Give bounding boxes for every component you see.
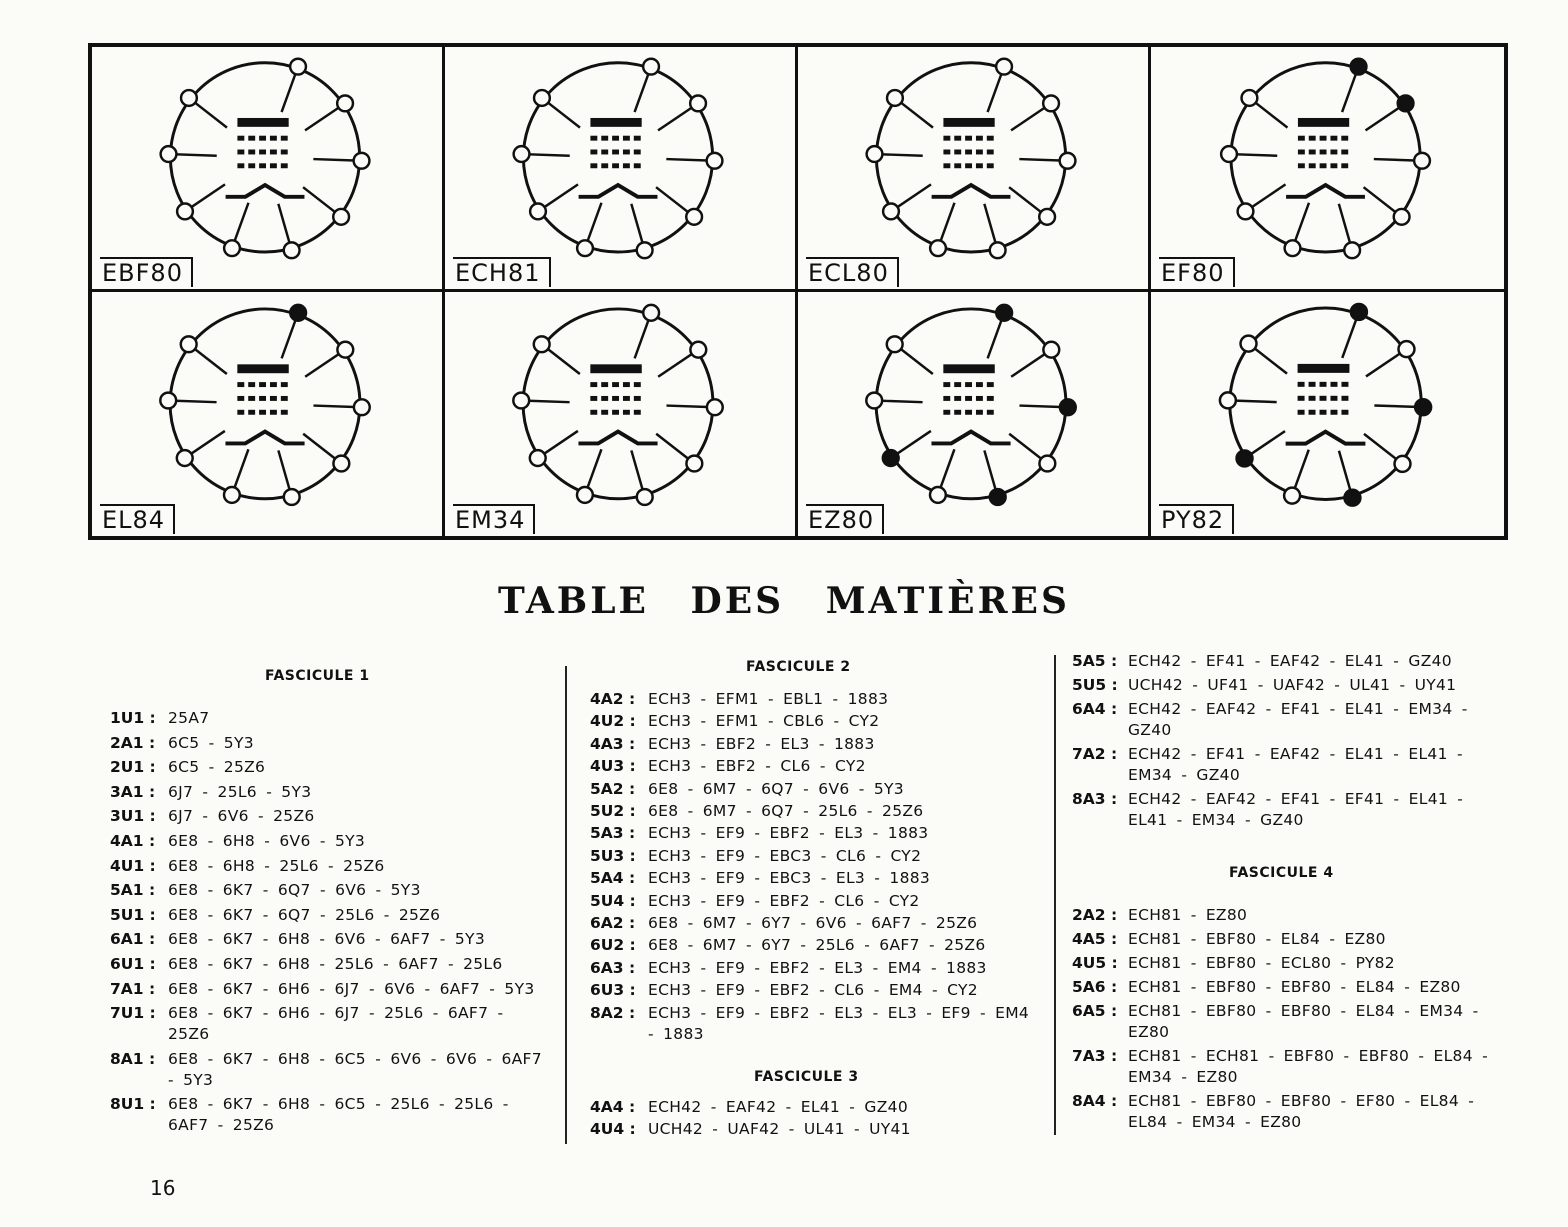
- socket-drawing: [1151, 292, 1504, 537]
- entry-code: 4A2 :: [590, 690, 636, 708]
- entry-code: 5A3 :: [590, 824, 636, 843]
- tube-label: ECL80: [806, 257, 899, 287]
- entry-code: 8A2 :: [590, 1003, 636, 1022]
- toc-entry: [1072, 675, 1506, 696]
- entry-code: 5A1 :: [110, 881, 156, 900]
- toc-entry: [1072, 977, 1506, 998]
- toc-entry: [590, 779, 1030, 800]
- entry-tubes: ECH3 - EF9 - EBF2 - CL6 - CY2: [648, 891, 920, 910]
- entry-tubes: 6E8 - 6K7 - 6H6 - 6J7 - 6V6 - 6AF7 - 5Y3: [168, 979, 535, 998]
- toc-entry: [1072, 905, 1506, 926]
- entry-tubes: ECH81 - EBF80 - ECL80 - PY82: [1128, 954, 1395, 972]
- entry-code: 2A1 :: [110, 733, 156, 752]
- entry-code: 4U3 :: [590, 757, 636, 776]
- entry-code: 6U1 :: [110, 955, 156, 973]
- toc-entry: [590, 980, 1030, 1001]
- fascicule-2-heading: FASCICULE 2: [746, 659, 851, 675]
- entry-tubes: 6E8 - 6K7 - 6Q7 - 25L6 - 25Z6: [168, 905, 441, 924]
- entry-tubes: 6J7 - 25L6 - 5Y3: [168, 782, 312, 801]
- entry-tubes: ECH3 - EFM1 - CBL6 - CY2: [648, 712, 880, 731]
- entry-code: 4U1 :: [110, 856, 156, 875]
- entry-code: 4A4 :: [590, 1098, 636, 1116]
- entry-code: 5U2 :: [590, 802, 636, 820]
- tube-diagram: [445, 292, 798, 537]
- entry-code: 5A5 :: [1072, 652, 1118, 670]
- toc-entry: [590, 1003, 1030, 1045]
- entry-tubes: 6E8 - 6H8 - 25L6 - 25Z6: [168, 856, 385, 875]
- entry-tubes: ECH81 - EBF80 - EBF80 - EL84 - EZ80: [1128, 978, 1461, 996]
- entry-code: 2A2 :: [1072, 906, 1118, 924]
- entry-code: 6A3 :: [590, 958, 636, 977]
- page-number: 16: [150, 1176, 176, 1200]
- entry-code: 6A4 :: [1072, 700, 1118, 718]
- tube-diagram: [798, 47, 1151, 292]
- page-title: TABLE DES MATIÈRES: [498, 580, 1070, 622]
- toc-entry: [110, 954, 546, 975]
- tube-label: EBF80: [100, 257, 193, 287]
- entry-code: 5A4 :: [590, 869, 636, 888]
- entry-tubes: 6E8 - 6K7 - 6H8 - 25L6 - 6AF7 - 25L6: [168, 955, 503, 973]
- entry-tubes: ECH42 - EAF42 - EL41 - GZ40: [648, 1098, 908, 1116]
- tube-diagram: [445, 47, 798, 292]
- entry-code: 5A6 :: [1072, 978, 1118, 996]
- entry-tubes: ECH3 - EF9 - EBF2 - EL3 - 1883: [648, 824, 929, 843]
- entry-tubes: ECH42 - EAF42 - EF41 - EL41 - EM34 - GZ40: [1128, 700, 1468, 739]
- entry-code: 5U1 :: [110, 905, 156, 924]
- toc-entry: [590, 689, 1030, 710]
- toc-entry: [110, 1003, 546, 1045]
- entry-tubes: ECH81 - EZ80: [1128, 906, 1248, 924]
- toc-entry: [1072, 789, 1506, 831]
- entry-code: 1U1 :: [110, 709, 156, 727]
- toc-entry: [590, 1119, 1030, 1140]
- entry-code: 6A2 :: [590, 914, 636, 932]
- entry-tubes: 6E8 - 6K7 - 6H8 - 6V6 - 6AF7 - 5Y3: [168, 930, 485, 949]
- entry-tubes: ECH3 - EF9 - EBC3 - CL6 - CY2: [648, 846, 922, 865]
- toc-entry: [110, 757, 546, 778]
- entry-tubes: ECH3 - EF9 - EBC3 - EL3 - 1883: [648, 869, 931, 888]
- toc-entry: [590, 935, 1030, 956]
- entry-code: 7A2 :: [1072, 745, 1118, 763]
- tube-diagram: [1151, 292, 1504, 537]
- socket-drawing: [445, 47, 795, 289]
- entry-code: 5U4 :: [590, 891, 636, 910]
- entry-code: 4U5 :: [1072, 954, 1118, 972]
- entry-tubes: ECH81 - EBF80 - EBF80 - EL84 - EM34 - EZ80: [1128, 1002, 1479, 1041]
- toc-entry: [1072, 953, 1506, 974]
- socket-drawing: [798, 47, 1148, 289]
- entry-code: 7A1 :: [110, 979, 156, 998]
- fascicule-4-heading: FASCICULE 4: [1229, 865, 1334, 881]
- fascicule-3-heading: FASCICULE 3: [754, 1069, 859, 1085]
- entry-tubes: UCH42 - UF41 - UAF42 - UL41 - UY41: [1128, 676, 1457, 694]
- toc-entry: [1072, 1091, 1506, 1133]
- toc-entry: [110, 806, 546, 827]
- entry-tubes: 6E8 - 6M7 - 6Y7 - 6V6 - 6AF7 - 25Z6: [648, 914, 978, 932]
- column-divider: [1054, 655, 1056, 1135]
- socket-drawing: [1151, 47, 1504, 289]
- toc-entry: [590, 913, 1030, 934]
- tube-diagram: [92, 292, 445, 537]
- toc-entry: [110, 1094, 546, 1136]
- entry-code: 7U1 :: [110, 1004, 156, 1023]
- toc-entry: [590, 823, 1030, 844]
- socket-drawing: [798, 292, 1148, 537]
- entry-code: 3U1 :: [110, 807, 156, 826]
- entry-tubes: ECH42 - EF41 - EAF42 - EL41 - GZ40: [1128, 652, 1452, 670]
- entry-tubes: 6E8 - 6M7 - 6Y7 - 25L6 - 6AF7 - 25Z6: [648, 936, 986, 955]
- toc-entry: [590, 846, 1030, 867]
- socket-drawing: [92, 292, 442, 537]
- toc-entry: [590, 711, 1030, 732]
- entry-tubes: ECH3 - EF9 - EBF2 - EL3 - EM4 - 1883: [648, 958, 987, 977]
- tube-label: ECH81: [453, 257, 551, 287]
- toc-entry: [590, 868, 1030, 889]
- entry-code: 6A1 :: [110, 930, 156, 949]
- entry-code: 8A1 :: [110, 1049, 156, 1068]
- toc-entry: [1072, 744, 1506, 786]
- entry-code: 4A3 :: [590, 734, 636, 753]
- socket-drawing: [92, 47, 442, 289]
- tube-label: EM34: [453, 504, 535, 534]
- entry-tubes: ECH81 - EBF80 - EL84 - EZ80: [1128, 930, 1386, 948]
- entry-tubes: 6J7 - 6V6 - 25Z6: [168, 807, 315, 826]
- toc-entry: [110, 831, 546, 852]
- entry-code: 8U1 :: [110, 1095, 156, 1114]
- toc-entry: [110, 979, 546, 1000]
- toc-entry: [590, 801, 1030, 822]
- entry-tubes: ECH3 - EBF2 - EL3 - 1883: [648, 734, 875, 753]
- toc-entry: [110, 856, 546, 877]
- toc-entry: [590, 734, 1030, 755]
- entry-tubes: 6C5 - 25Z6: [168, 758, 266, 777]
- entry-code: 5U3 :: [590, 846, 636, 865]
- toc-entry: [110, 929, 546, 950]
- entry-tubes: 6E8 - 6M7 - 6Q7 - 6V6 - 5Y3: [648, 779, 904, 798]
- tube-label: EF80: [1159, 257, 1235, 287]
- entry-code: 4A5 :: [1072, 930, 1118, 948]
- toc-entry: [110, 708, 546, 729]
- entry-tubes: UCH42 - UAF42 - UL41 - UY41: [648, 1120, 911, 1139]
- toc-entry: [110, 733, 546, 754]
- entry-tubes: 6E8 - 6K7 - 6H8 - 6C5 - 6V6 - 6V6 - 6AF7 - 5Y3: [168, 1049, 542, 1089]
- toc-entry: [1072, 1046, 1506, 1088]
- entry-code: 5U5 :: [1072, 676, 1118, 694]
- entry-tubes: 6C5 - 5Y3: [168, 733, 254, 752]
- toc-entry: [1072, 929, 1506, 950]
- toc-entry: [110, 880, 546, 901]
- toc-entry: [590, 756, 1030, 777]
- entry-code: 3A1 :: [110, 782, 156, 801]
- entry-tubes: 6E8 - 6K7 - 6Q7 - 6V6 - 5Y3: [168, 881, 421, 900]
- entry-code: 4U4 :: [590, 1120, 636, 1139]
- tube-diagram: [1151, 47, 1504, 292]
- column-divider: [565, 666, 567, 1144]
- entry-tubes: ECH81 - EBF80 - EBF80 - EF80 - EL84 - EL84 - EM34 - EZ80: [1128, 1092, 1475, 1131]
- entry-code: 6A5 :: [1072, 1002, 1118, 1020]
- toc-entry: [110, 1049, 546, 1091]
- toc-entry: [1072, 699, 1506, 741]
- entry-code: 8A4 :: [1072, 1092, 1118, 1110]
- fascicule-1-heading: FASCICULE 1: [265, 668, 370, 684]
- entry-tubes: 6E8 - 6M7 - 6Q7 - 25L6 - 25Z6: [648, 802, 924, 820]
- entry-code: 6U2 :: [590, 936, 636, 955]
- toc-entry: [590, 958, 1030, 979]
- entry-tubes: 25A7: [168, 709, 210, 727]
- entry-tubes: ECH3 - EF9 - EBF2 - CL6 - EM4 - CY2: [648, 981, 978, 1000]
- toc-entry: [590, 1097, 1030, 1118]
- tube-diagram: [92, 47, 445, 292]
- socket-drawing: [445, 292, 795, 537]
- entry-tubes: ECH3 - EFM1 - EBL1 - 1883: [648, 690, 889, 708]
- entry-tubes: ECH42 - EF41 - EAF42 - EL41 - EL41 - EM34 - GZ40: [1128, 745, 1463, 784]
- entry-tubes: ECH3 - EBF2 - CL6 - CY2: [648, 757, 866, 776]
- entry-tubes: ECH42 - EAF42 - EF41 - EF41 - EL41 - EL41 - EM34 - GZ40: [1128, 790, 1464, 829]
- entry-tubes: ECH3 - EF9 - EBF2 - EL3 - EL3 - EF9 - EM4 - 1883: [648, 1003, 1030, 1043]
- tube-label: EZ80: [806, 504, 884, 534]
- tube-diagram: [798, 292, 1151, 537]
- entry-code: 4A1 :: [110, 832, 156, 850]
- entry-tubes: 6E8 - 6K7 - 6H8 - 6C5 - 25L6 - 25L6 - 6AF7 - 25Z6: [168, 1095, 509, 1135]
- tube-label: PY82: [1159, 504, 1234, 534]
- toc-entry: [590, 891, 1030, 912]
- entry-tubes: 6E8 - 6H8 - 6V6 - 5Y3: [168, 832, 366, 850]
- entry-code: 5A2 :: [590, 779, 636, 798]
- entry-code: 6U3 :: [590, 981, 636, 1000]
- entry-code: 8A3 :: [1072, 790, 1118, 808]
- tube-socket-diagrams: [88, 43, 1508, 540]
- toc-entry: [110, 905, 546, 926]
- toc-entry: [1072, 1001, 1506, 1043]
- entry-code: 7A3 :: [1072, 1047, 1118, 1065]
- tube-label: EL84: [100, 504, 175, 534]
- entry-code: 4U2 :: [590, 712, 636, 731]
- entry-code: 2U1 :: [110, 758, 156, 777]
- toc-entry: [1072, 651, 1506, 672]
- toc-entry: [110, 782, 546, 803]
- entry-tubes: ECH81 - ECH81 - EBF80 - EBF80 - EL84 - EM34 - EZ80: [1128, 1047, 1488, 1086]
- entry-tubes: 6E8 - 6K7 - 6H6 - 6J7 - 25L6 - 6AF7 - 25Z6: [168, 1004, 504, 1044]
